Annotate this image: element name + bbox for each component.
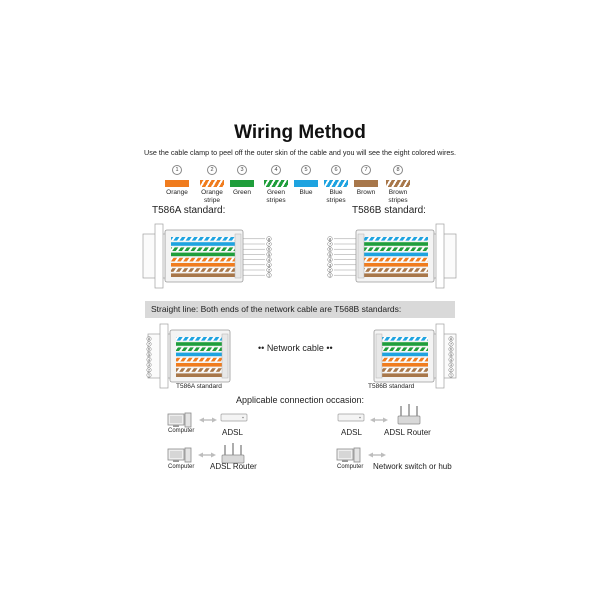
computer-icon	[168, 448, 191, 462]
contact-strip	[376, 334, 382, 378]
pin-number: 4	[267, 258, 271, 263]
pin-number: 5	[328, 252, 332, 257]
wire-number: 8	[393, 165, 403, 175]
wire-strand	[176, 358, 224, 362]
wire-strand	[171, 237, 237, 241]
pin-number: 8	[450, 337, 452, 342]
wire-strand	[176, 353, 224, 357]
bidirectional-arrow-icon	[198, 453, 216, 458]
t568a-title: T586A standard:	[152, 205, 226, 216]
pin-number: 4	[450, 358, 452, 362]
wire-label: Blue	[299, 189, 313, 196]
straight-right-caption: T586B standard	[368, 383, 415, 390]
wire-number: 3	[237, 165, 247, 175]
t568b-title: T586B standard:	[352, 205, 426, 216]
wire-strand	[380, 337, 428, 341]
wire-strand	[171, 273, 237, 277]
wire-strand	[176, 347, 224, 351]
wire-number: 5	[301, 165, 311, 175]
wire-strand	[380, 353, 428, 357]
t568a-connector	[143, 224, 271, 288]
pin-number: 3	[148, 363, 150, 368]
t568b-connector	[328, 224, 456, 288]
wire-strand	[380, 358, 428, 362]
pin-number: 6	[148, 347, 150, 352]
pin-number: 7	[148, 342, 150, 347]
plug-latch	[436, 324, 444, 388]
pin-number: 5	[450, 352, 452, 357]
wire-strand	[171, 247, 237, 251]
banner-text: Straight line: Both ends of the network cable are T568B standards:	[151, 304, 402, 314]
pin-number: 3	[328, 263, 332, 268]
pin-number: 8	[328, 237, 332, 242]
row2-left-device: Computer	[168, 464, 195, 470]
pin-number: 6	[450, 347, 452, 352]
wire-strand	[171, 268, 237, 272]
straight-left-connector	[147, 324, 230, 388]
bidirectional-arrow-icon	[199, 418, 217, 423]
pin-number: 2	[450, 368, 452, 373]
wire-strand	[380, 347, 428, 351]
wire-number: 6	[331, 165, 341, 175]
plug-latch	[155, 224, 163, 288]
network-cable-label	[258, 343, 333, 353]
pin-number: 3	[450, 363, 452, 368]
occasion-title: Applicable connection occasion:	[235, 395, 365, 405]
wire-strand	[176, 373, 224, 377]
contact-strip	[235, 234, 241, 278]
router-icon	[398, 404, 420, 424]
wire-label: Green	[232, 189, 252, 196]
wire-label: Orange	[166, 189, 188, 196]
adsl-modem-icon	[221, 414, 247, 421]
pin-number: 1	[267, 273, 271, 278]
straight-left-caption: T586A standard	[176, 383, 222, 390]
page-title: Wiring Method	[234, 122, 366, 143]
contact-strip	[358, 234, 364, 278]
wire-strand	[362, 258, 428, 262]
wire-strand	[176, 368, 224, 372]
wire-label: stripes	[326, 196, 346, 204]
straight-line-banner	[145, 301, 455, 318]
wire-label: Brown	[356, 189, 376, 196]
wire-strand	[176, 342, 224, 346]
row1-right-device: ADSL	[222, 428, 243, 437]
pin-number: 4	[148, 358, 150, 362]
wire-strand	[380, 368, 428, 372]
plug-latch	[160, 324, 168, 388]
pin-number: 5	[267, 252, 271, 257]
wire-strand	[380, 363, 428, 367]
computer-icon	[337, 448, 360, 462]
wire-strand	[362, 273, 428, 277]
wire-strand	[380, 373, 428, 377]
pin-number: 2	[148, 368, 150, 373]
pin-number: 3	[267, 263, 271, 268]
row4-left-device: Computer	[337, 464, 364, 470]
cable-dots-left: ••	[258, 343, 267, 353]
wire-label: Brown	[388, 189, 408, 196]
pin-number: 8	[267, 237, 271, 242]
wire-strand	[362, 242, 428, 246]
page-subtitle: Use the cable clamp to peel off the outer skin of the cable and you will see the eight colored wires.	[144, 148, 456, 157]
wire-strand	[362, 237, 428, 241]
wire-label: Blue	[329, 189, 343, 196]
computer-icon	[168, 413, 191, 427]
wire-strand	[171, 242, 237, 246]
pin-number: 5	[148, 352, 150, 357]
wire-strand	[380, 342, 428, 346]
wire-strand	[171, 263, 237, 267]
network-cable-text: Network cable	[266, 343, 324, 353]
wire-strand	[171, 253, 237, 257]
wire-strand	[176, 337, 224, 341]
pin-number: 4	[328, 258, 332, 263]
straight-right-connector	[374, 324, 456, 388]
wire-strand	[362, 247, 428, 251]
pin-number: 7	[450, 342, 452, 347]
pin-number: 8	[148, 337, 150, 342]
wire-label: Green	[266, 189, 286, 196]
router-icon	[222, 443, 244, 463]
pin-number: 2	[267, 268, 271, 273]
bidirectional-arrow-icon	[370, 418, 388, 423]
wire-label: Orange	[201, 189, 223, 196]
wire-strand	[176, 363, 224, 367]
wire-label: stripes	[266, 196, 286, 204]
wire-number: 2	[207, 165, 217, 175]
wire-strand	[362, 253, 428, 257]
wire-strand	[362, 263, 428, 267]
row4-right-device: Network switch or hub	[373, 462, 452, 471]
contact-strip	[222, 334, 228, 378]
pin-number: 1	[328, 273, 332, 278]
plug-latch	[436, 224, 444, 288]
device-icons	[168, 404, 420, 463]
bidirectional-arrow-icon	[368, 453, 386, 458]
pin-number: 1	[148, 373, 150, 378]
wire-strand	[171, 258, 237, 262]
wire-number: 7	[361, 165, 371, 175]
row1-left-device: Computer	[168, 428, 195, 434]
row2-right-device: ADSL Router	[210, 462, 257, 471]
adsl-modem-icon	[338, 414, 364, 421]
wire-label: stripe	[204, 196, 220, 204]
wire-number: 4	[271, 165, 281, 175]
pin-number: 2	[328, 268, 332, 273]
wire-strand	[362, 268, 428, 272]
pin-number: 7	[267, 242, 271, 247]
row3-right-device: ADSL Router	[384, 428, 431, 437]
cable-dots-right: ••	[323, 343, 333, 353]
pin-number: 1	[450, 373, 452, 378]
row3-left-device: ADSL	[341, 428, 362, 437]
pin-number: 6	[328, 247, 332, 252]
wire-label: stripes	[388, 196, 408, 204]
pin-number: 7	[328, 242, 332, 247]
pin-number: 6	[267, 247, 271, 252]
wire-number: 1	[172, 165, 182, 175]
